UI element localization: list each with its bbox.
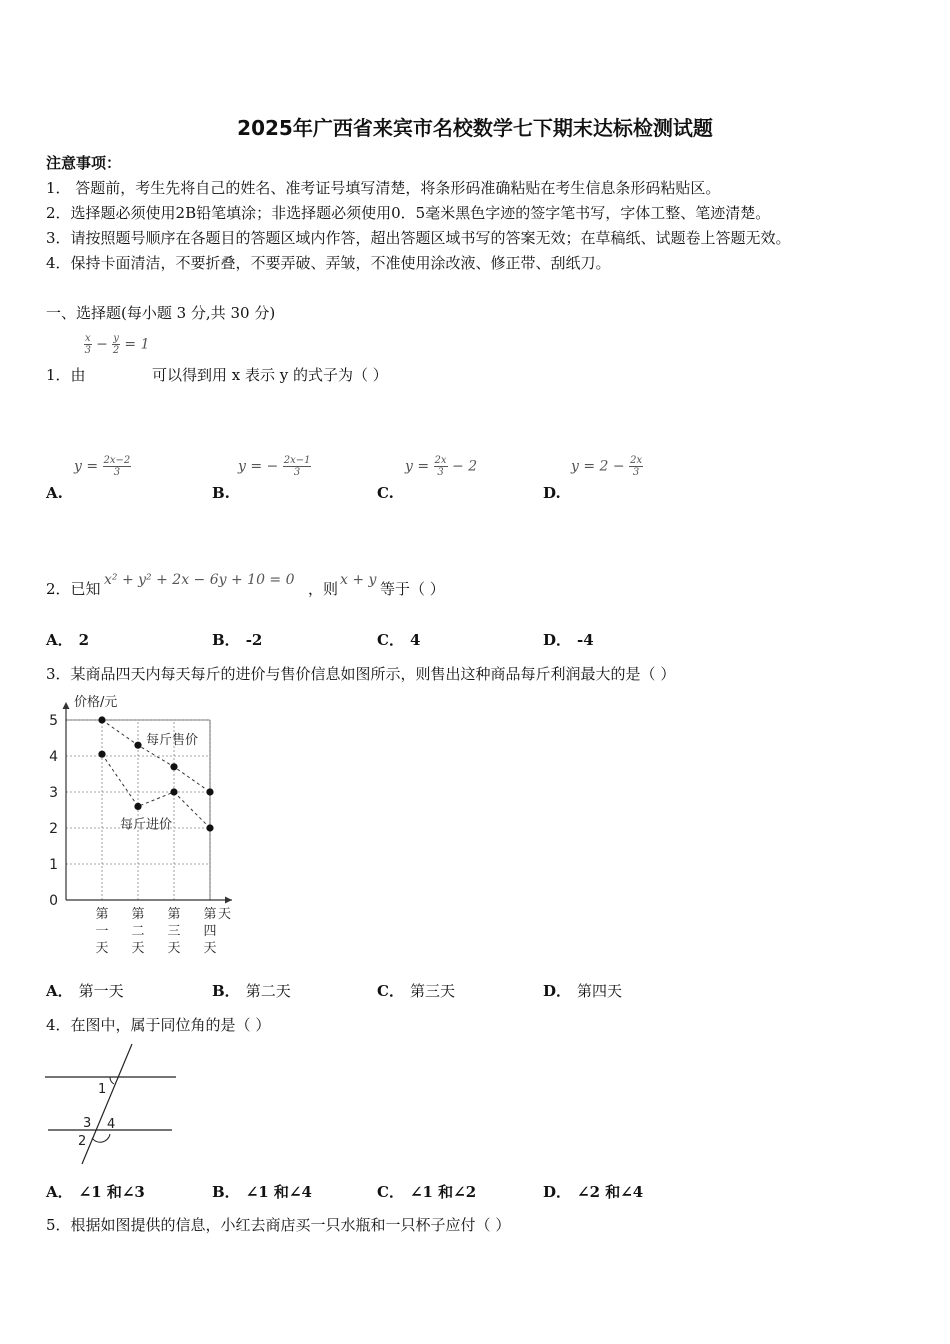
q1-number: 1．由 xyxy=(46,366,86,384)
q4-option-c[interactable]: C． ∠1 和∠2 xyxy=(377,1183,477,1201)
x-tick-label: 天 xyxy=(95,941,109,956)
angle-figure xyxy=(40,1040,185,1170)
angle-bottom-arc xyxy=(92,1134,110,1142)
q1-option-c-math: y = $\frac{2x}{3}$ − 2 xyxy=(405,455,478,478)
q3-option-b[interactable]: B． 第二天 xyxy=(212,982,291,1000)
x-tick-label: 三 xyxy=(167,924,181,939)
price-chart xyxy=(40,688,250,958)
data-point xyxy=(134,742,141,749)
notice-item-1: 1． 答题前，考生先将自己的姓名、准考证号填写清楚，将条形码准确粘贴在考生信息条形码粘贴区。 xyxy=(46,179,721,197)
data-point xyxy=(134,803,141,810)
x-tick-label: 天 xyxy=(131,941,145,956)
x-axis-label: 天 xyxy=(218,907,232,922)
angle-label-4: 4 xyxy=(107,1117,116,1132)
q1-option-d-math: y = 2 − $\frac{2x}{3}$ xyxy=(571,455,643,478)
q2-option-c[interactable]: C． 4 xyxy=(377,631,421,649)
q1-option-c-label[interactable]: C. xyxy=(377,484,394,502)
q2-expression: x + y xyxy=(340,572,377,588)
x-tick-label: 四 xyxy=(203,924,217,939)
data-point xyxy=(98,751,105,758)
data-point xyxy=(206,824,213,831)
notice-item-4: 4．保持卡面清洁，不要折叠，不要弄破、弄皱，不准使用涂改液、修正带、刮纸刀。 xyxy=(46,254,611,272)
x-tick-label: 第 xyxy=(203,907,217,922)
q1-equation: $\frac{x}{3}$ − $\frac{y}{2}$ = 1 xyxy=(84,333,150,356)
x-tick-label: 二 xyxy=(131,924,145,939)
q2-suffix: 等于（ ） xyxy=(380,580,445,598)
angle-label-3: 3 xyxy=(83,1116,92,1131)
notice-item-3: 3．请按照题号顺序在各题目的答题区域内作答，超出答题区域书写的答案无效；在草稿纸、试题卷上答题无效。 xyxy=(46,229,791,247)
q1-option-b-label[interactable]: B. xyxy=(212,484,230,502)
data-point xyxy=(170,788,177,795)
chart-labels xyxy=(49,694,231,956)
angle-1-arc xyxy=(110,1077,114,1084)
x-tick-label: 第 xyxy=(131,907,145,922)
y-axis-label: 价格/元 xyxy=(74,695,118,710)
q1-option-b-math: y = − $\frac{2x-1}{3}$ xyxy=(238,455,311,478)
data-point xyxy=(206,788,213,795)
series-label: 每斤进价 xyxy=(120,817,173,833)
notice-heading: 注意事项： xyxy=(46,154,122,172)
q2-equation: x² + y² + 2x − 6y + 10 = 0 xyxy=(104,572,295,588)
q2-option-b[interactable]: B． -2 xyxy=(212,631,263,649)
q5-text: 5．根据如图提供的信息，小红去商店买一只水瓶和一只杯子应付（ ） xyxy=(46,1216,511,1234)
q2-option-a[interactable]: A． 2 xyxy=(46,631,90,649)
y-tick-label: 1 xyxy=(49,857,58,873)
q2-prefix: 2．已知 xyxy=(46,580,101,598)
q3-option-a[interactable]: A． 第一天 xyxy=(46,982,124,1000)
section-heading: 一、选择题(每小题 3 分,共 30 分) xyxy=(46,304,276,322)
y-tick-label: 5 xyxy=(49,713,58,729)
x-tick-label: 天 xyxy=(203,941,217,956)
data-point xyxy=(98,716,105,723)
q4-option-a[interactable]: A． ∠1 和∠3 xyxy=(46,1183,145,1201)
q4-option-b[interactable]: B． ∠1 和∠4 xyxy=(212,1183,312,1201)
y-tick-label: 4 xyxy=(49,749,58,765)
q3-option-c[interactable]: C． 第三天 xyxy=(377,982,455,1000)
series-label: 每斤售价 xyxy=(146,733,199,749)
x-tick-label: 天 xyxy=(167,941,181,956)
q4-option-d[interactable]: D． ∠2 和∠4 xyxy=(543,1183,644,1201)
q2-mid: ，则 xyxy=(308,580,339,598)
transversal xyxy=(82,1044,132,1164)
y-axis-arrow xyxy=(63,702,70,709)
x-tick-label: 第 xyxy=(95,907,109,922)
data-point xyxy=(170,763,177,770)
q1-option-d-label[interactable]: D. xyxy=(543,484,561,502)
q3-option-d[interactable]: D． 第四天 xyxy=(543,982,623,1000)
y-tick-label: 0 xyxy=(49,893,58,909)
angle-label-1: 1 xyxy=(98,1082,107,1097)
page-title: 2025年广西省来宾市名校数学七下期末达标检测试题 xyxy=(237,116,713,140)
x-tick-label: 一 xyxy=(95,924,109,939)
q3-text: 3．某商品四天内每天每斤的进价与售价信息如图所示，则售出这种商品每斤利润最大的是（ ） xyxy=(46,665,676,683)
q2-option-d[interactable]: D． -4 xyxy=(543,631,594,649)
x-tick-label: 第 xyxy=(167,907,181,922)
angle-label-2: 2 xyxy=(78,1134,87,1149)
notice-item-2: 2．选择题必须使用2B铅笔填涂；非选择题必须使用0．5毫米黑色字迹的签字笔书写，字体工整、笔迹清楚。 xyxy=(46,204,771,222)
q4-text: 4．在图中，属于同位角的是（ ） xyxy=(46,1016,271,1034)
q1-option-a-math: y = $\frac{2x-2}{3}$ xyxy=(74,455,131,478)
y-tick-label: 2 xyxy=(49,821,58,837)
y-tick-label: 3 xyxy=(49,785,58,801)
x-axis-arrow xyxy=(225,897,232,904)
q1-text: 可以得到用 x 表示 y 的式子为（ ） xyxy=(152,366,388,384)
q1-option-a-label[interactable]: A. xyxy=(46,484,63,502)
